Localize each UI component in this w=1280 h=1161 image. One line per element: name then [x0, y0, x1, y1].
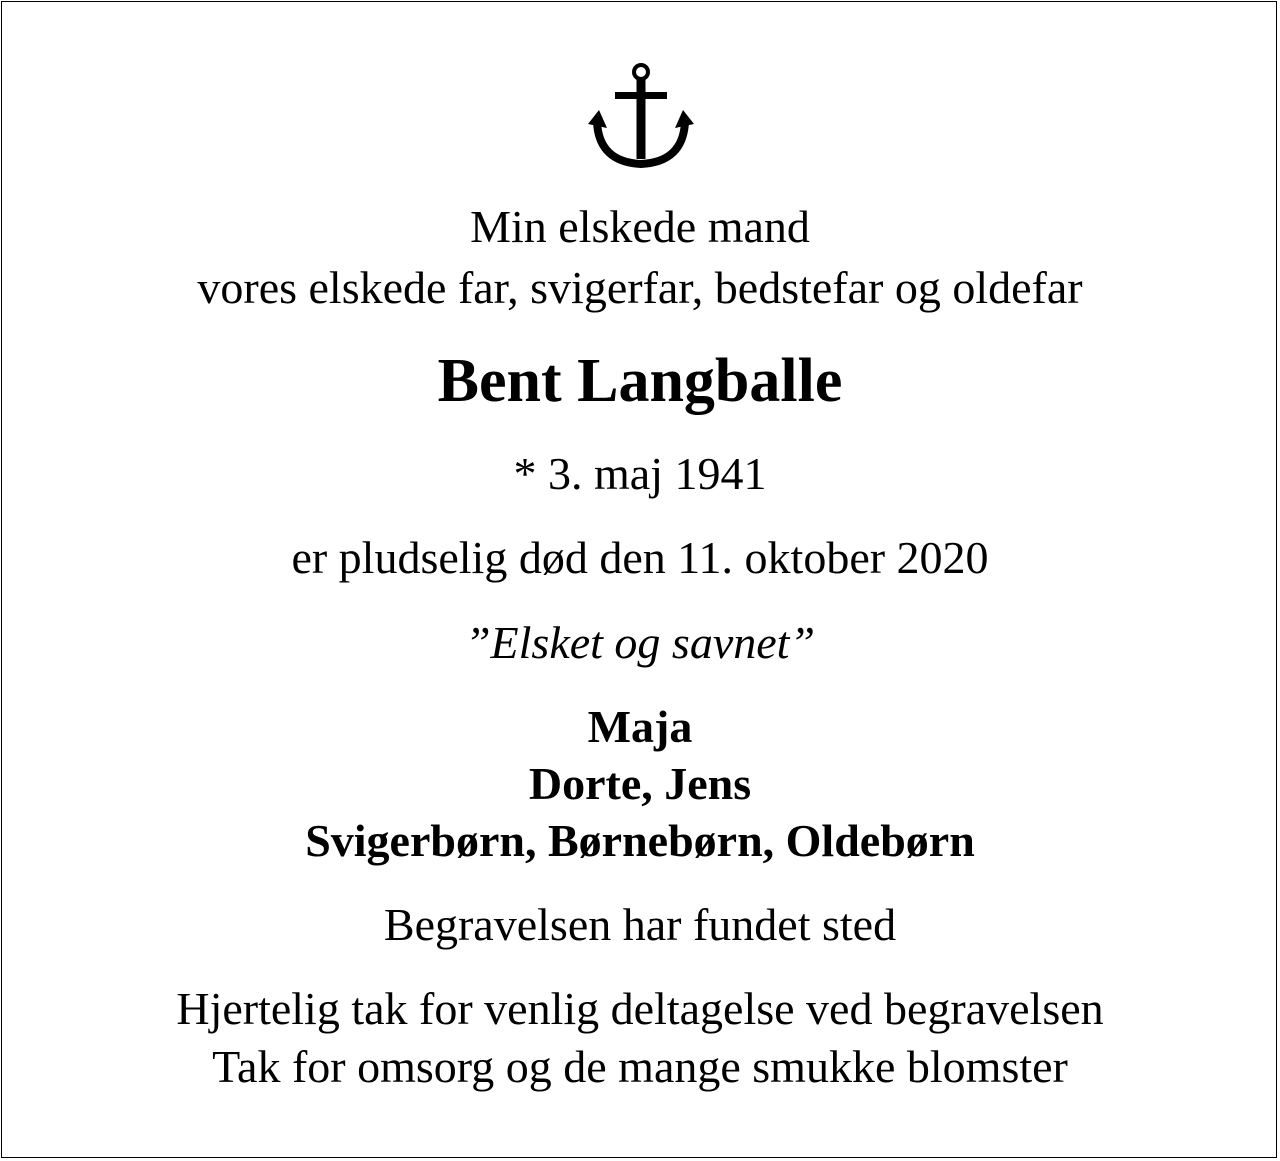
anchor-icon — [585, 62, 695, 170]
intro-line-2: vores elskede far, svigerfar, bedstefar og oldefar — [197, 262, 1083, 313]
family-line-2: Dorte, Jens — [528, 758, 752, 809]
deceased-name: Bent Langballe — [437, 347, 843, 415]
family-line-1: Maja — [587, 701, 693, 752]
family-line-3: Svigerbørn, Børnebørn, Oldebørn — [305, 815, 975, 866]
thanks-line-2: Tak for omsorg og de mange smukke blomster — [212, 1041, 1068, 1092]
funeral-note: Begravelsen har fundet sted — [383, 899, 897, 950]
death-statement: er pludselig død den 11. oktober 2020 — [291, 532, 989, 583]
intro-line-1: Min elskede mand — [470, 201, 810, 252]
memorial-quote: ”Elsket og savnet” — [464, 617, 816, 668]
birth-date: * 3. maj 1941 — [513, 448, 767, 499]
thanks-line-1: Hjertelig tak for venlig deltagelse ved begravelsen — [176, 983, 1104, 1034]
